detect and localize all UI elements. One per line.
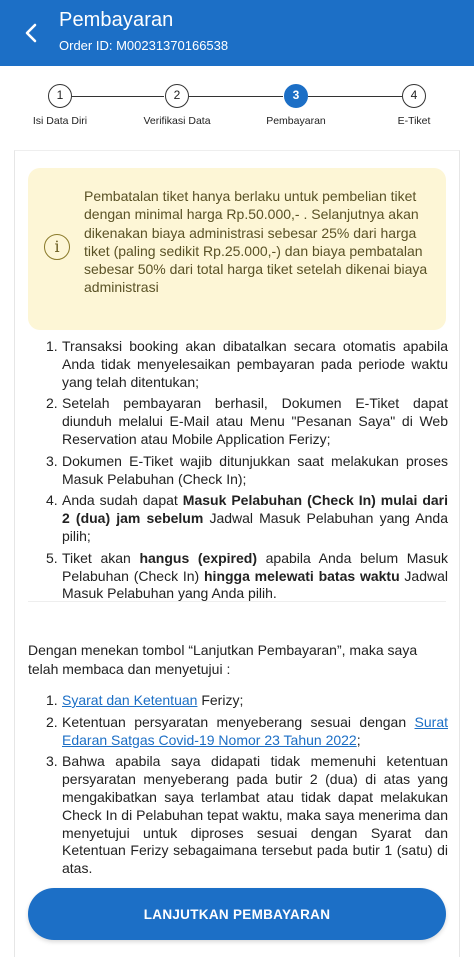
- step-label: E-Tiket: [397, 115, 431, 127]
- list-text: Jadwal Masuk Pelabuhan yang Anda pilih;: [62, 510, 448, 544]
- list-text: Bahwa apabila saya didapati tidak memenuhi ketentuan persyaratan menyeberang pada butir 2 (dua) di atas yang mengakibatkan saya terlambat atau tidak dapat melakukan Check In di Pelabuhan tepat waktu, maka saya menerima dan menyetujui untuk diproses sesuai dengan Syarat dan Ketentuan Ferizy sebagaimana tersebut pada butir 1 (satu) di atas.: [62, 753, 448, 877]
- list-item: [28, 338, 448, 391]
- list-text: apabila Anda belum Masuk Pelabuhan (Check In): [62, 549, 448, 584]
- page-title: Pembayaran: [59, 9, 174, 31]
- list-text: ;: [356, 731, 361, 748]
- step-pembayaran: [236, 84, 356, 127]
- step-isi-data-diri: [0, 84, 120, 127]
- list-number: 4.: [46, 492, 58, 509]
- list-number: 1.: [46, 692, 58, 708]
- list-text: Transaksi booking akan dibatalkan secara otomatis apabila Anda tidak menyelesaikan pembayaran pada periode waktu yang telah ditentukan;: [62, 338, 448, 390]
- progress-stepper: [0, 84, 474, 138]
- section-divider: [28, 601, 446, 602]
- step-number: 1: [48, 84, 72, 108]
- list-text: Ferizy;: [197, 692, 244, 708]
- step-verifikasi-data: [117, 84, 237, 127]
- step-label: Isi Data Diri: [32, 115, 88, 127]
- notice-text: Pembatalan tiket hanya berlaku untuk pembelian tiket dengan minimal harga Rp.50.000,- . Selanjutnya akan dikenakan biaya administrasi sebesar 25% dari harga tiket (paling sedikit Rp.25.000,-) dan biaya pembatalan sebesar 50% dari total harga tiket setelah dikenai biaya administrasi: [84, 188, 428, 296]
- continue-payment-button[interactable]: LANJUTKAN PEMBAYARAN: [28, 888, 446, 940]
- list-text-bold: hangus (expired): [139, 549, 257, 566]
- chevron-left-icon: [22, 22, 40, 44]
- terms-list: [28, 338, 448, 607]
- list-number: 1.: [46, 338, 58, 354]
- list-text-bold: hingga melewati batas waktu: [204, 567, 400, 584]
- step-number: 2: [165, 84, 189, 108]
- step-label: Pembayaran: [266, 115, 326, 127]
- list-number: 5.: [46, 549, 58, 566]
- list-item: [28, 753, 448, 878]
- list-number: 2.: [46, 395, 58, 412]
- circular-link[interactable]: Surat Edaran Satgas Covid-19 Nomor 23 Tahun 2022: [62, 713, 448, 748]
- list-text: Ketentuan persyaratan menyeberang sesuai dengan: [62, 713, 415, 730]
- app-header: [0, 0, 474, 66]
- step-label: Verifikasi Data: [143, 115, 211, 127]
- list-text: Tiket akan: [62, 549, 140, 566]
- list-text: Setelah pembayaran berhasil, Dokumen E-Tiket dapat diunduh melalui E-Mail atau Menu "Pesanan Saya" di Web Reservation atau Mobile Application Ferizy;: [62, 395, 448, 447]
- step-e-tiket: [354, 84, 474, 127]
- step-number: 3: [284, 84, 308, 108]
- list-item: [28, 714, 448, 750]
- cancellation-notice: [28, 168, 446, 330]
- consent-intro: Dengan menekan tombol “Lanjutkan Pembayaran”, maka saya telah membaca dan menyetujui :: [28, 642, 418, 677]
- list-text-bold: Masuk Pelabuhan (Check In) mulai dari 2 (dua) jam sebelum: [62, 492, 449, 527]
- order-id: Order ID: M00231370166538: [59, 38, 229, 53]
- terms-link[interactable]: Syarat dan Ketentuan: [62, 692, 198, 708]
- list-item: [28, 453, 448, 489]
- list-item: [28, 550, 448, 603]
- list-number: 2.: [46, 713, 58, 730]
- consent-list: [28, 692, 448, 882]
- list-item: [28, 492, 448, 545]
- back-button[interactable]: [14, 18, 48, 48]
- step-number: 4: [402, 84, 426, 108]
- list-text: Anda sudah dapat: [62, 492, 183, 509]
- info-icon: i: [44, 234, 70, 260]
- list-text: Dokumen E-Tiket wajib ditunjukkan saat melakukan proses Masuk Pelabuhan (Check In);: [62, 452, 448, 487]
- list-item: [28, 395, 448, 448]
- list-item: [28, 692, 448, 710]
- list-number: 3.: [46, 452, 58, 469]
- list-number: 3.: [46, 753, 58, 770]
- list-text: Jadwal Masuk Pelabuhan yang Anda pilih.: [62, 567, 449, 602]
